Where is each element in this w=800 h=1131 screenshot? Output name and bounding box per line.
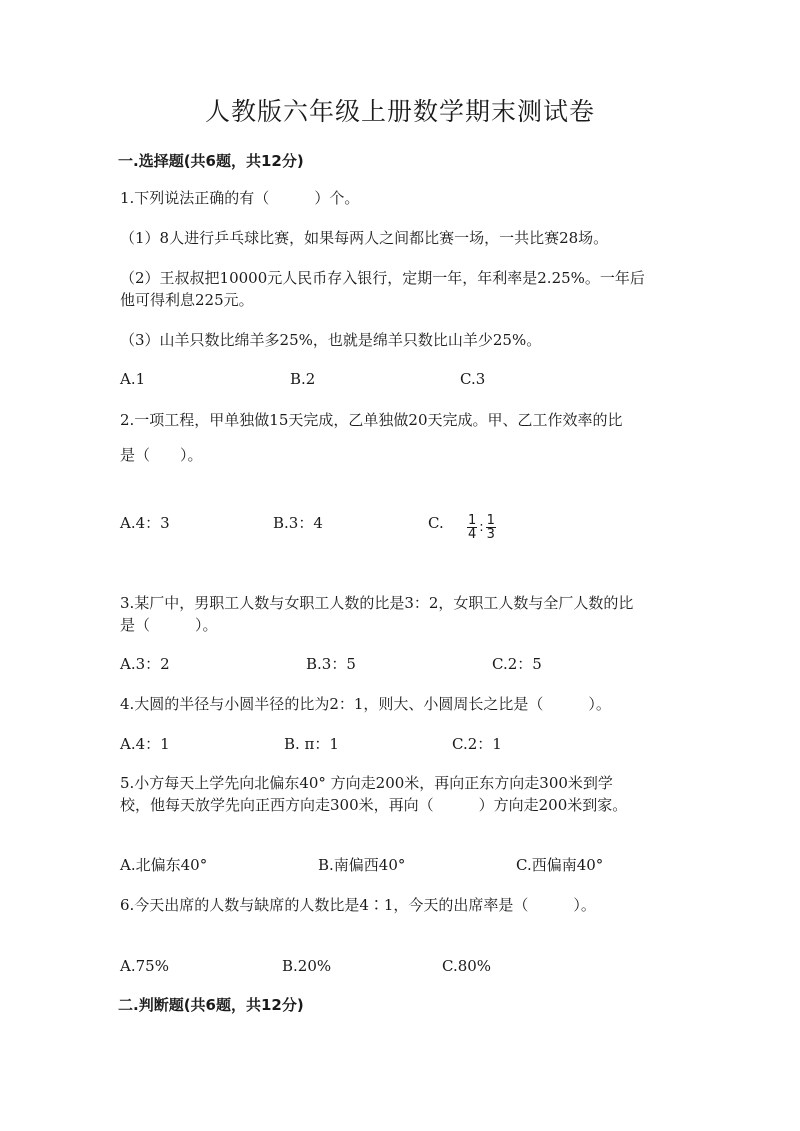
question-2-stem-line-1: 2.一项工程，甲单独做15天完成，乙单独做20天完成。甲、乙工作效率的比	[120, 411, 623, 429]
question-5-option-b: B.南偏西40°	[318, 856, 406, 874]
section-heading-choice: 一.选择题(共6题，共12分)	[118, 152, 304, 170]
question-3-option-b: B.3：5	[306, 655, 356, 673]
question-2-option-a: A.4：3	[120, 514, 170, 532]
question-1-statement-2-line-1: （2）王叔叔把10000元人民币存入银行，定期一年，年利率是2.25%。一年后	[120, 269, 645, 287]
question-1-option-b: B.2	[290, 370, 316, 388]
question-2-option-b: B.3：4	[273, 514, 323, 532]
section-heading-true-false: 二.判断题(共6题，共12分)	[118, 996, 304, 1014]
question-1-stem: 1.下列说法正确的有（ ）个。	[120, 189, 360, 207]
question-3-stem-line-1: 3.某厂中，男职工人数与女职工人数的比是3：2，女职工人数与全厂人数的比	[120, 594, 634, 612]
question-5-option-a: A.北偏东40°	[120, 856, 208, 874]
question-2-option-c-ratio	[467, 509, 496, 541]
question-1-statement-3: （3）山羊只数比绵羊多25%，也就是绵羊只数比山羊少25%。	[120, 331, 542, 349]
question-4-option-a: A.4：1	[120, 735, 170, 753]
question-1-statement-1: （1）8人进行乒乓球比赛，如果每两人之间都比赛一场，一共比赛28场。	[120, 229, 609, 247]
question-1-option-a: A.1	[120, 370, 146, 388]
fraction-numerator: 1	[486, 513, 495, 528]
question-4-option-c: C.2：1	[452, 735, 502, 753]
fraction-one-third	[486, 514, 496, 541]
page-title: 人教版六年级上册数学期末测试卷	[204, 97, 595, 126]
fraction-denominator: 3	[486, 527, 495, 542]
question-1-option-c: C.3	[460, 370, 486, 388]
question-2-stem-line-2: 是（ ）。	[120, 446, 203, 464]
question-6-option-b: B.20%	[282, 957, 332, 975]
question-4-option-b: B. π：1	[284, 735, 339, 753]
question-5-stem-line-2: 校，他每天放学先向正西方向走300米，再向（ ）方向走200米到家。	[120, 796, 628, 814]
fraction-one-quarter	[467, 514, 477, 541]
question-6-stem: 6.今天出席的人数与缺席的人数比是4∶1，今天的出席率是（ ）。	[120, 896, 596, 914]
question-4-stem: 4.大圆的半径与小圆半径的比为2：1，则大、小圆周长之比是（ ）。	[120, 695, 611, 713]
fraction-denominator: 4	[468, 527, 477, 542]
question-5-option-c: C.西偏南40°	[516, 856, 604, 874]
question-2-option-c-label: C.	[428, 514, 444, 532]
question-3-stem-line-2: 是（ ）。	[120, 616, 218, 634]
fraction-numerator: 1	[468, 513, 477, 528]
question-5-stem-line-1: 5.小方每天上学先向北偏东40° 方向走200米，再向正东方向走300米到学	[120, 774, 613, 792]
question-3-option-c: C.2：5	[492, 655, 542, 673]
question-3-option-a: A.3：2	[120, 655, 170, 673]
question-6-option-a: A.75%	[120, 957, 169, 975]
ratio-colon: :	[479, 520, 484, 535]
question-6-option-c: C.80%	[442, 957, 492, 975]
question-1-statement-2-line-2: 他可得利息225元。	[120, 291, 254, 309]
